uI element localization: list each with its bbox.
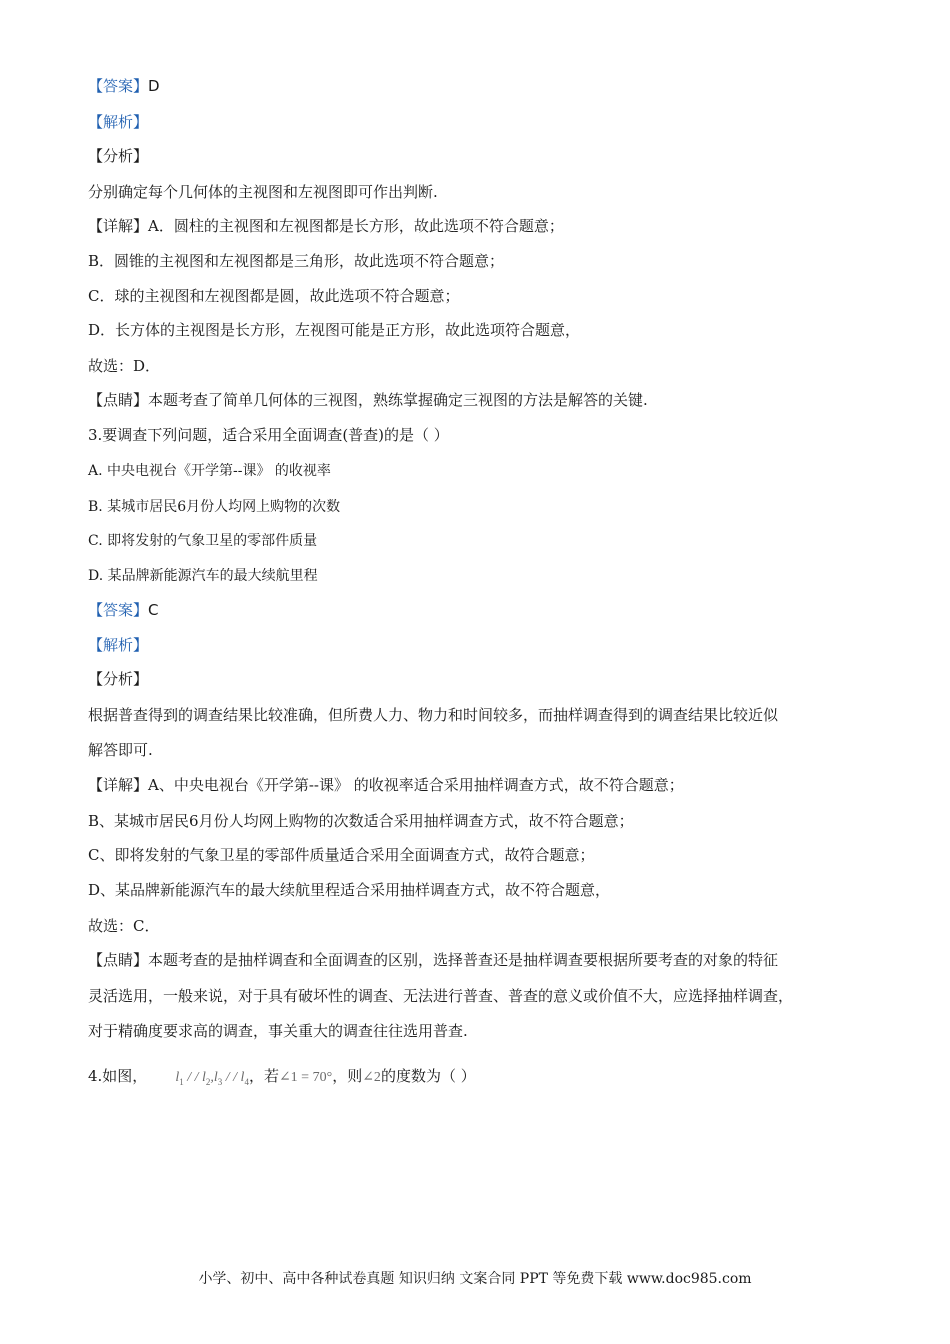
detail-tag: 【详解】 [88,217,149,235]
q3-fenxi-tag: 【分析】 [88,670,149,688]
q3-detail-d: D、某品牌新能源汽车的最大续航里程适合采用抽样调查方式，故不符合题意， [88,881,611,899]
q2-jiexi-tag: 【解析】 [88,113,149,131]
q3-stem: 3.要调查下列问题，适合采用全面调查(普查)的是（ ） [88,426,449,444]
q2-fenxi-tag: 【分析】 [88,147,149,165]
page-footer: 小学、初中、高中各种试卷真题 知识归纳 文案合同 PPT 等免费下载 www.doc985.com [198,1271,752,1287]
q3-option-a [88,460,331,481]
q2-comment-line [88,390,648,410]
comment-tag: 【点睛】 [88,951,149,969]
q3-detail-a-line [88,775,684,795]
answer-value: C [148,601,159,619]
q4-suffix: 的度数为（ ） [380,1067,476,1085]
q4-angle1: ∠1 = 70° [278,1070,333,1085]
q3-analysis-2: 解答即可. [88,741,153,759]
q3-comment-line-2: 灵活选用，一般来说，对于具有破坏性的调查、无法进行普查、普查的意义或价值不大，应选择抽样调查， [88,987,794,1005]
q3-comment-line-3: 对于精确度要求高的调查，事关重大的调查往往选用普查. [88,1022,468,1040]
q3-detail-c: C、即将发射的气象卫星的零部件质量适合采用全面调查方式，故符合题意； [88,846,595,864]
option-text: A. 中央电视台《开学第--课》 的收视率 [88,463,331,479]
q3-option-d [88,565,318,586]
answer-value: D [148,77,160,95]
q2-detail-b: B．圆锥的主视图和左视图都是三角形，故此选项不符合题意； [88,252,505,270]
q2-detail-d: D．长方体的主视图是长方形，左视图可能是正方形，故此选项符合题意， [88,321,581,339]
q3-jiexi-tag: 【解析】 [88,636,149,654]
q4-parallel-expression: $l_1$ / / $l_2,l_3$ / / $l_4$ [175,1070,249,1087]
q3-answer-line [88,600,159,620]
comment-text: 本题考查了简单几何体的三视图，熟练掌握确定三视图的方法是解答的关键. [148,391,648,409]
answer-tag: 【答案】 [88,77,149,95]
q3-conclusion: 故选：C． [88,917,160,935]
option-text: B. 某城市居民6月份人均网上购物的次数 [88,499,341,515]
detail-text: A、中央电视台《开学第--课》 的收视率适合采用抽样调查方式，故不符合题意； [148,776,684,794]
q4-prefix: 4.如图， [88,1067,148,1085]
answer-tag: 【答案】 [88,601,149,619]
q2-detail-a-line [88,216,564,236]
option-text: C. 即将发射的气象卫星的零部件质量 [88,533,318,549]
q4-mid1: ，若 [248,1067,279,1085]
q4-stem [88,1066,476,1092]
q2-analysis: 分别确定每个几何体的主视图和左视图即可作出判断. [88,183,438,201]
q2-detail-c: C．球的主视图和左视图都是圆，故此选项不符合题意； [88,287,460,305]
option-text: D. 某品牌新能源汽车的最大续航里程 [88,568,318,584]
q3-option-b [88,496,340,517]
q2-conclusion: 故选：D． [88,357,161,375]
q4-mid2: ，则 [332,1067,363,1085]
q2-answer-line [88,76,160,96]
q3-comment-line-1 [88,950,778,970]
detail-tag: 【详解】 [88,776,149,794]
q3-analysis-1: 根据普查得到的调查结果比较准确，但所费人力、物力和时间较多，而抽样调查得到的调查结果比较近似 [88,706,779,724]
comment-text: 本题考查的是抽样调查和全面调查的区别，选择普查还是抽样调查要根据所要考查的对象的特征 [148,951,779,969]
q4-angle2: ∠2 [362,1070,381,1085]
q3-option-c [88,530,317,551]
comment-tag: 【点睛】 [88,391,149,409]
detail-text: A．圆柱的主视图和左视图都是长方形，故此选项不符合题意； [148,217,564,235]
q3-detail-b: B、某城市居民6月份人均网上购物的次数适合采用抽样调查方式，故不符合题意； [88,812,634,830]
